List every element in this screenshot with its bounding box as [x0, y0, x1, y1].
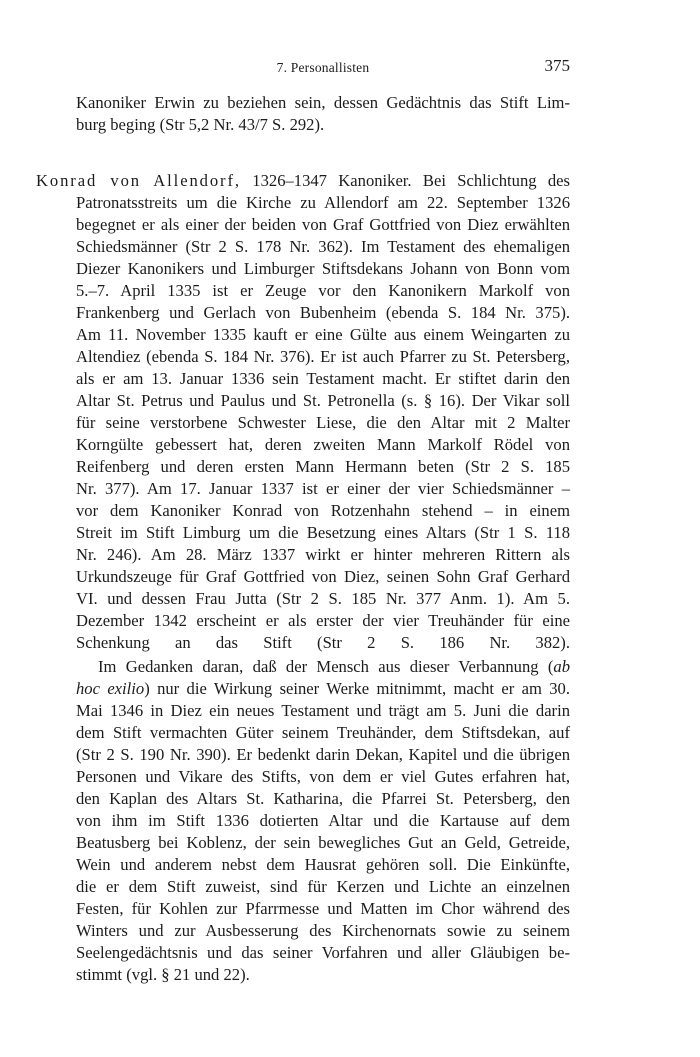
running-title: 7. Personallisten — [276, 60, 370, 75]
text-line: burg beging (Str 5,2 Nr. 43/7 S. 292). — [76, 115, 325, 134]
text-line: Seelengedächtsnis und das seiner Vorfahren und aller Gläubigen be- — [76, 943, 570, 962]
text-line: Schiedsmänner (Str 2 S. 178 Nr. 362). Im Testament des ehemaligen — [76, 237, 570, 256]
text-line: VI. und dessen Frau Jutta (Str 2 S. 185 Nr. 377 Anm. 1). Am 5. — [76, 589, 570, 608]
text-line: Beatusberg bei Koblenz, der sein bewegliches Gut an Geld, Getreide, — [76, 833, 570, 852]
text-line: als er am 13. Januar 1336 sein Testament macht. Er stiftet darin den — [76, 369, 570, 388]
text-line: Dezember 1342 erscheint er als erster der vier Treuhänder für eine — [76, 611, 570, 630]
text-line: Personen und Vikare des Stifts, von dem er viel Gutes erfahren hat, — [76, 767, 570, 786]
text-line: dem Stift vermachten Güter seinem Treuhänder, dem Stiftsdekan, auf — [76, 723, 570, 742]
text-line: Reifenberg und deren ersten Mann Hermann beten (Str 2 S. 185 — [76, 457, 570, 476]
text-line: Schenkung an das Stift (Str 2 S. 186 Nr. 382). — [76, 633, 570, 652]
entry-first-line — [36, 170, 570, 192]
page-number: 375 — [544, 56, 570, 75]
text-line: stimmt (vgl. § 21 und 22). — [76, 965, 250, 984]
paragraph-2-first-line — [98, 656, 570, 678]
entry-dates: 1326–1347 Kanoniker. Bei Schlichtung des — [252, 171, 570, 190]
paragraph-2-second-line — [76, 678, 570, 700]
text-line: Streit im Stift Limburg um die Besetzung eines Altars (Str 1 S. 118 — [76, 523, 570, 542]
text-line: Altendiez (ebenda S. 184 Nr. 376). Er ist auch Pfarrer zu St. Petersberg, — [76, 347, 570, 366]
text-line: Mai 1346 in Diez ein neues Testament und trägt am 5. Juni die darin — [76, 701, 570, 720]
text-line: Altar St. Petrus und Paulus und St. Petronella (s. § 16). Der Vikar soll — [76, 391, 570, 410]
text-line: vor dem Kanoniker Konrad von Rotzenhahn stehend – in einem — [76, 501, 570, 520]
text-line: Festen, für Kohlen zur Pfarrmesse und Matten im Chor während des — [76, 899, 570, 918]
latin-phrase: hoc exilio — [76, 679, 145, 698]
text-line: Frankenberg und Gerlach von Bubenheim (ebenda S. 184 Nr. 375). — [76, 303, 570, 322]
text-line: Patronatsstreits um die Kirche zu Allendorf am 22. September 1326 — [76, 193, 570, 212]
text-line: Nr. 377). Am 17. Januar 1337 ist er einer der vier Schiedsmänner – — [76, 479, 570, 498]
text-line: Kanoniker Erwin zu beziehen sein, dessen Gedächtnis das Stift Lim- — [76, 93, 570, 112]
running-header — [76, 56, 570, 80]
text-line: Wein und anderem nebst dem Hausrat gehören soll. Die Einkünfte, — [76, 855, 570, 874]
text-segment: ) nur die Wirkung seiner Werke mitnimmt, macht er am 30. — [144, 679, 571, 698]
text-segment: Im Gedanken daran, daß der Mensch aus dieser Verbannung ( — [98, 657, 554, 676]
text-line: die er dem Stift zuweist, sind für Kerzen und Lichte an einzelnen — [76, 877, 570, 896]
text-line: Winters und zur Ausbesserung des Kirchenornats sowie zu seinem — [76, 921, 570, 940]
text-line: für seine verstorbene Schwester Liese, die den Altar mit 2 Malter — [76, 413, 570, 432]
entry-name: Konrad von Allendorf, — [36, 171, 241, 190]
text-line: den Kaplan des Altars St. Katharina, die Pfarrei St. Petersberg, den — [76, 789, 570, 808]
text-line: (Str 2 S. 190 Nr. 390). Er bedenkt darin Dekan, Kapitel und die übrigen — [76, 745, 570, 764]
text-line: Urkundszeuge für Graf Gottfried von Diez, seinen Sohn Graf Gerhard — [76, 567, 570, 586]
text-line: Diezer Kanonikers und Limburger Stiftsdekans Johann von Bonn vom — [76, 259, 570, 278]
text-line: Korngülte gebessert hat, deren zweiten Mann Markolf Rödel von — [76, 435, 570, 454]
text-line: begegnet er als einer der beiden von Graf Gottfried von Diez erwählten — [76, 215, 570, 234]
text-line: 5.–7. April 1335 ist er Zeuge vor den Kanonikern Markolf von — [76, 281, 570, 300]
text-line: von ihm im Stift 1336 dotierten Altar und die Kartause auf dem — [76, 811, 570, 830]
text-line: Nr. 246). Am 28. März 1337 wirkt er hinter mehreren Rittern als — [76, 545, 570, 564]
latin-phrase: ab — [553, 657, 570, 676]
text-line: Am 11. November 1335 kauft er eine Gülte aus einem Weingarten zu — [76, 325, 570, 344]
